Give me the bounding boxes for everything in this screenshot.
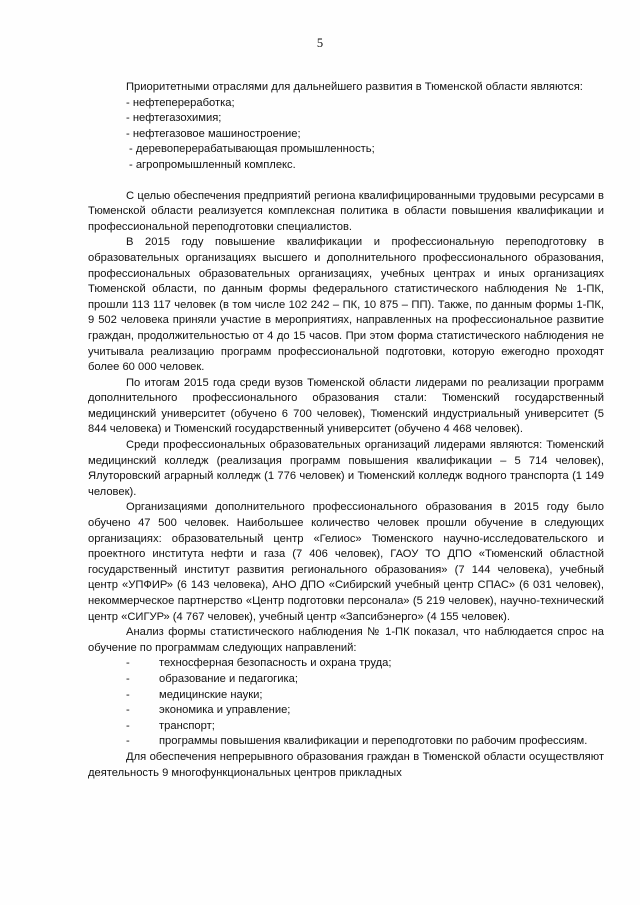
list-item: - нефтепереработка; (126, 96, 235, 109)
list-item (88, 656, 604, 672)
list-dash: - (126, 672, 130, 685)
paragraph: В 2015 году повышение квалификации и профессиональную переподготовку в образовательных организациях высшего и дополнительного профессионального образования, профессиональных образовательных организациях, учебных центрах и иных организациях Тюменской области, по данным формы федерального статистического наблюдения № 1-ПК, прошли 113 117 человек (в том числе 102 242 – ПК, 10 875 – ПП). Также, по данным формы 1-ПК, 9 502 человека приняли участие в мероприятиях, направленных на профессиональное развитие граждан, продолжительностью от 4 до 15 часов. При этом форма статистического наблюдения не учитывала реализацию программ профессиональной подготовки, которую ежегодно проходят более 60 000 человек. (88, 236, 604, 374)
list-dash: - (126, 735, 130, 748)
list-item (88, 719, 604, 735)
list-item (88, 734, 604, 750)
list-item: - нефтегазохимия; (126, 112, 222, 125)
list-item: - нефтегазовое машиностроение; (126, 127, 301, 140)
demand-list (88, 656, 604, 750)
page-number: 5 (316, 36, 324, 50)
list-dash: - (126, 657, 130, 670)
paragraph: Среди профессиональных образовательных организаций лидерами являются: Тюменский медицинский колледж (реализация программ повышения квалификации – 5 714 человек), Ялуторовский аграрный колледж (1 776 человек) и Тюменский колледж водного транспорта (1 149 человек). (88, 439, 604, 498)
list-item (88, 703, 604, 719)
list-item: - деревоперерабатывающая промышленность; (129, 143, 375, 156)
list-dash: - (126, 688, 130, 701)
list-item-text: программы повышения квалификации и переподготовки по рабочим профессиям. (159, 735, 588, 748)
paragraph: По итогам 2015 года среди вузов Тюменской области лидерами по реализации программ дополнительного профессионального образования стали: Тюменский государственный медицинский университет (обучено 6 700 человек), Тюменский индустриальный университет (5 844 человека) и Тюменский государственный университет (обучено 4 468 человек). (88, 376, 604, 436)
intro-paragraph: Приоритетными отраслями для дальнейшего развития в Тюменской области являются: (126, 81, 583, 93)
list-item: - агропромышленный комплекс. (129, 158, 296, 171)
list-dash: - (126, 704, 130, 717)
paragraph: Анализ формы статистического наблюдения № 1-ПК показал, что наблюдается спрос на обучение по программам следующих направлений: (88, 626, 604, 654)
list-item-text: медицинские науки; (159, 688, 263, 701)
list-item-text: образование и педагогика; (159, 672, 298, 685)
list-item (88, 688, 604, 704)
page-content (88, 80, 604, 781)
list-item-text: транспорт; (159, 719, 215, 732)
industry-list (88, 96, 604, 174)
list-item (88, 672, 604, 688)
closing-paragraph: Для обеспечения непрерывного образования граждан в Тюменской области осуществляют деятельность 9 многофункциональных центров прикладных (88, 750, 604, 779)
list-item-text: техносферная безопасность и охрана труда; (159, 657, 392, 670)
list-item-text: экономика и управление; (159, 704, 291, 717)
paragraph: С целью обеспечения предприятий региона квалифицированными трудовыми ресурсами в Тюменской области реализуется комплексная политика в области повышения квалификации и профессиональной переподготовки специалистов. (88, 189, 604, 233)
paragraph: Организациями дополнительного профессионального образования в 2015 году было обучено 47 500 человек. Наибольшее количество человек прошли обучение в следующих организациях: образовательный центр «Гелиос» Тюменского научно-исследовательского и проектного института нефти и газа (7 406 человек), ГАОУ ТО ДПО «Тюменский областной государственный институт развития регионального образования» (7 144 человека), учебный центр «УПФИР» (6 143 человека), АНО ДПО «Сибирский учебный центр СПАС» (6 031 человек), некоммерческое партнерство «Центр подготовки персонала» (5 219 человек), научно-технический центр «СИГУР» (4 767 человек), учебный центр «Запсибэнерго» (4 155 человек). (88, 501, 604, 623)
list-dash: - (126, 719, 130, 732)
